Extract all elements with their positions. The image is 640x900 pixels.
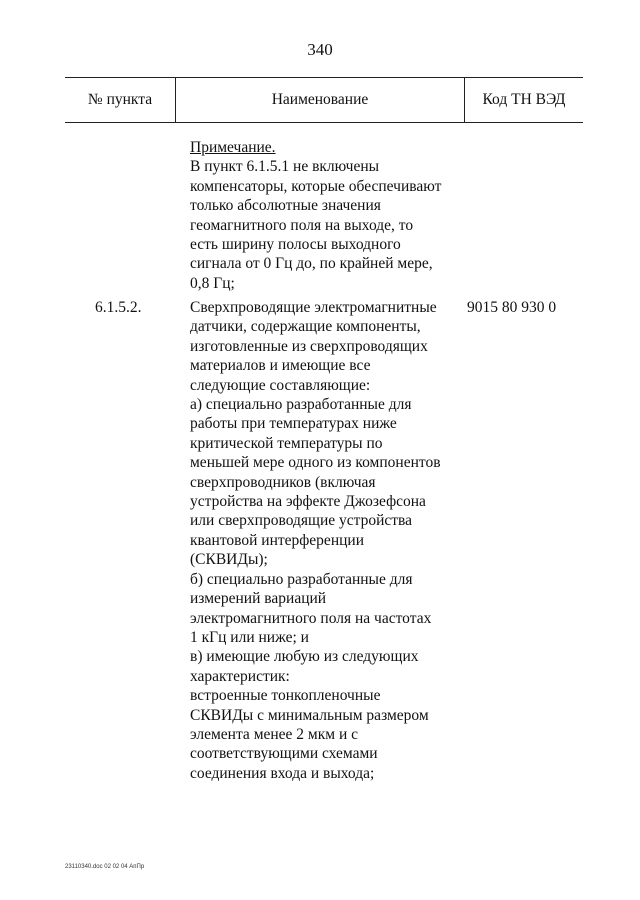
note-line: есть ширину полосы выходного <box>190 236 401 254</box>
item-line: меньшей мере одного из компонентов <box>190 454 441 472</box>
note-line: В пункт 6.1.5.1 не включены <box>190 158 380 176</box>
item-line: в) имеющие любую из следующих <box>190 648 419 666</box>
item-line: 1 кГц или ниже; и <box>190 628 309 646</box>
page-number: 340 <box>307 40 333 59</box>
note-line: компенсаторы, которые обеспечивают <box>190 177 442 195</box>
item-line: характеристик: <box>190 667 290 685</box>
item-line: Сверхпроводящие электромагнитные <box>190 299 437 316</box>
note-title: Примечание. <box>190 139 276 156</box>
item-line: элемента менее 2 мкм и с <box>190 725 359 743</box>
header-item-number: № пункта <box>65 78 176 122</box>
item-line: а) специально разработанные для <box>190 396 412 414</box>
item-line: изготовленные из сверхпроводящих <box>190 337 428 355</box>
item-line: квантовой интерференции <box>190 531 364 549</box>
footer-doc-id: 23110340.doc 02 02 04 АпПр <box>65 864 145 870</box>
item-line: соответствующими схемами <box>190 745 378 763</box>
item-line: критической температуры по <box>190 434 383 452</box>
item-line: датчики, содержащие компоненты, <box>190 318 421 336</box>
item-line: работы при температурах ниже <box>190 415 397 433</box>
item-line: электромагнитного поля на частотах <box>190 609 432 627</box>
header-name: Наименование <box>176 78 465 122</box>
item-tn-ved-code: 9015 80 930 0 <box>467 299 557 316</box>
note-line: только абсолютные значения <box>190 197 381 215</box>
note-line: 0,8 Гц; <box>190 274 235 292</box>
item-line: встроенные тонкопленочные <box>190 687 381 705</box>
note-line: геомагнитного поля на выходе, то <box>190 216 414 234</box>
item-line: б) специально разработанные для <box>190 570 413 588</box>
item-description <box>190 298 470 783</box>
item-line: (СКВИДы); <box>190 551 268 569</box>
item-line: измерений вариаций <box>190 590 327 608</box>
item-line: соединения входа и выхода; <box>190 764 375 782</box>
item-line: следующие составляющие: <box>190 376 371 394</box>
item-line: или сверхпроводящие устройства <box>190 512 413 530</box>
header-tn-ved-code: Код ТН ВЭД <box>482 91 566 108</box>
item-line: СКВИДы с минимальным размером <box>190 706 429 724</box>
note-line: сигнала от 0 Гц до, по крайней мере, <box>190 255 433 273</box>
item-line: устройства на эффекте Джозефсона <box>190 493 426 511</box>
note-block <box>190 138 470 293</box>
item-line: материалов и имеющие все <box>190 357 371 375</box>
table-header <box>65 77 583 123</box>
item-line: сверхпроводников (включая <box>190 473 376 491</box>
item-number: 6.1.5.2. <box>95 299 142 316</box>
